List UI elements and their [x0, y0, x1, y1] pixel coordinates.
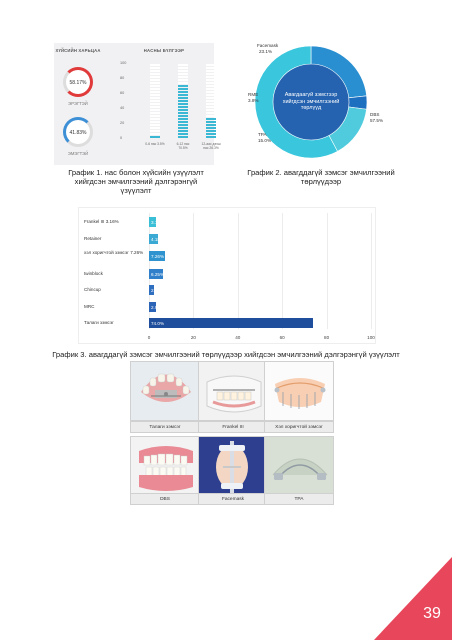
treatment-category-label: twinblock [84, 271, 103, 276]
figure1-caption-line2: хийгдсэн эмчилгээний дэлгэрэнгүй [74, 177, 198, 186]
treatment-xtick: 20 [190, 335, 196, 340]
figure1-caption-line1: График 1. нас болон хүйсийн үзүүлэлт [68, 168, 204, 177]
treatment-category-label: хэл хоригчтой зэмсэг 7.26% [84, 250, 144, 255]
gender-ratio-title: ХҮЙСИЙН ХАРЬЦАА [55, 48, 101, 53]
donut-label-rme: RME 3.8% [248, 92, 259, 103]
treatment-xtick: 100 [367, 335, 375, 340]
photo-label-tongue-crib: Хэл хоригчтой зэмсэг [264, 421, 334, 433]
treatment-xtick: 40 [235, 335, 241, 340]
age-ytick: 80 [120, 76, 125, 80]
photo-label-facemask: Facemask [198, 493, 268, 505]
photo-label-dbs: DBS [130, 493, 200, 505]
treatment-value-label: 3.16% [151, 219, 165, 225]
treatment-value-label: 2.03% [151, 287, 165, 293]
figure3-caption: График 3. авагддагүй зэмсэг эмчилгээний төрлүүдээр хийгдсэн эмчилгээний дэлгэрэнгүй үзүүлэлт [52, 350, 400, 359]
female-label: ЭМЭГТЭЙ [67, 151, 89, 156]
treatment-value-label: 4.18% [151, 236, 165, 242]
treatment-value-label: 7.26% [151, 253, 165, 259]
photo-label-palatal: Талаги зэмсэг [130, 421, 200, 433]
age-category-label: 0-6 нас 3.5% [145, 142, 165, 146]
male-ratio-value: 58.17% [69, 80, 87, 86]
treatment-category-label: MRC [84, 304, 95, 309]
treatment-value-label: 6.25% [151, 271, 165, 277]
page-number: 39 [423, 605, 441, 622]
age-ytick: 60 [120, 91, 125, 95]
female-ratio-value: 41.83% [69, 130, 87, 136]
figure2-caption-line1: График 2. авагддагүй зэмсэг эмчилгээний [247, 168, 395, 177]
treatment-category-label: Талаги зэмсэг [84, 320, 114, 325]
donut-center-text: Авагдаагүй зэмсгээр хийгдсэн эмчилгээний төрлүүд [282, 92, 340, 111]
age-category-label: 6-12 нас 70.5% [176, 142, 190, 150]
treatment-xtick: 60 [279, 335, 285, 340]
treatment-xtick: 0 [147, 335, 151, 340]
age-ytick: 100 [120, 61, 127, 65]
age-category-label: 12-аас дээш нас 26.3% [201, 142, 221, 150]
male-label: ЭРЭГТЭЙ [68, 101, 88, 106]
corner-triangle [374, 557, 452, 640]
treatment-category-label: Frankel III 3.16% [84, 219, 119, 224]
photo-label-frankel: Frankel III [198, 421, 268, 433]
treatment-value-label: 74.0% [151, 320, 165, 326]
age-ytick: 0 [120, 136, 123, 140]
treatment-xtick: 80 [324, 335, 330, 340]
figure2-caption-line2: төрлүүдээр [300, 177, 342, 186]
donut-label-tpa: TPA 15.0% [258, 132, 272, 143]
age-ytick: 20 [120, 121, 125, 125]
donut-label-dbs: DBS 57.5% [370, 112, 384, 123]
photo-label-tpa: TPA [264, 493, 334, 505]
age-ytick: 40 [120, 106, 125, 110]
donut-label-facemask: Facemask 23.1% [257, 43, 279, 54]
treatment-category-label: Retainer [84, 236, 102, 241]
age-group-title: НАСНЫ БҮЛГЭЭР [143, 48, 185, 53]
treatment-value-label: 2.98% [151, 304, 165, 310]
figure1-caption-line3: үзүүлэлт [120, 186, 152, 195]
treatment-category-label: Chincup [84, 287, 101, 292]
